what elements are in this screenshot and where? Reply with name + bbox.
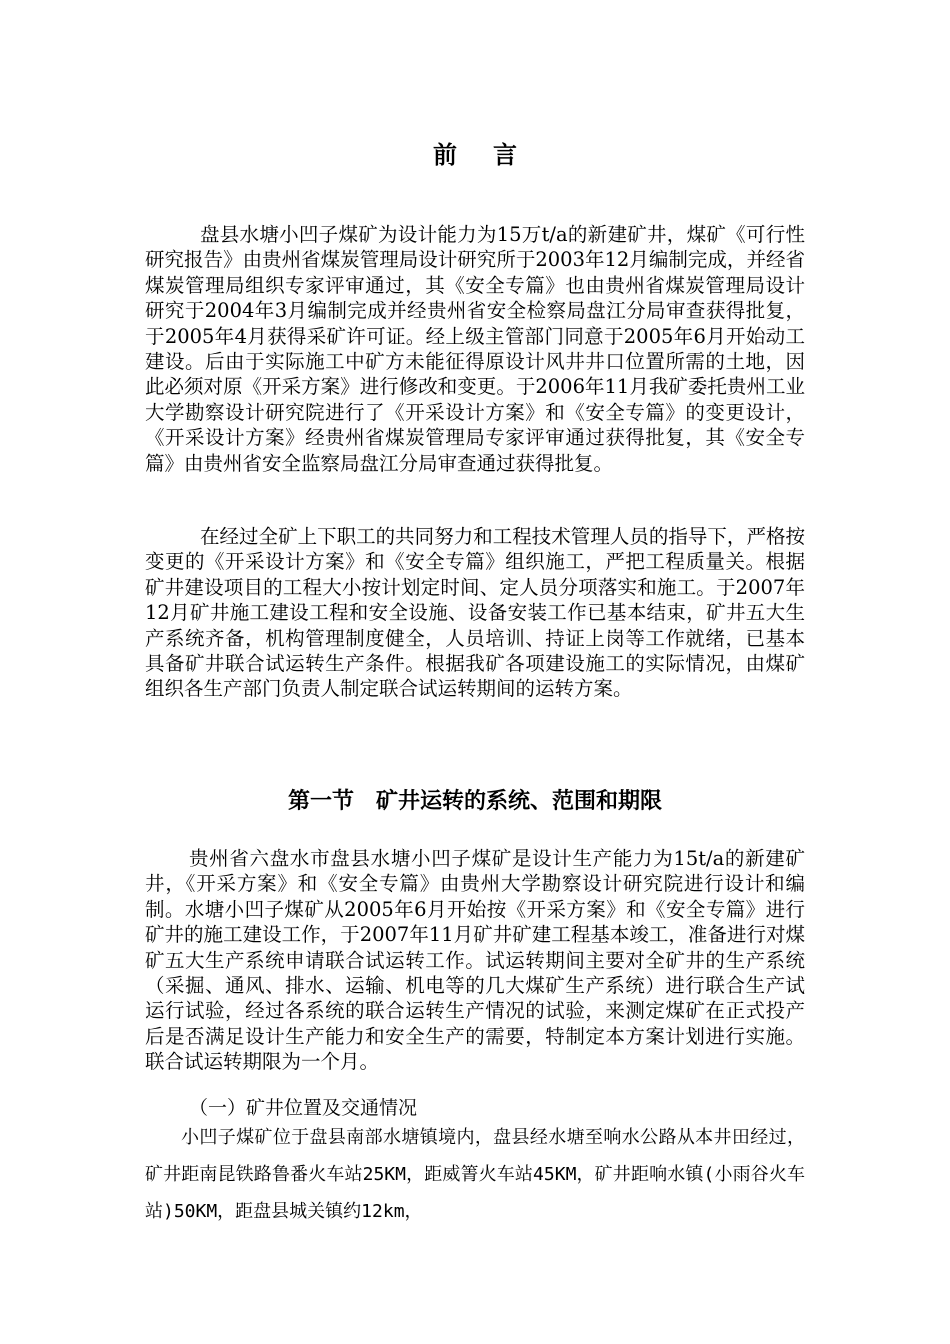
preface-paragraph-1: 盘县水塘小凹子煤矿为设计能力为15万t/a的新建矿井，煤矿《可行性研究报告》由贵州省煤炭管理局设计研究所于2003年12月编制完成，并经省煤炭管理局组织专家评审通过，其《安全专篇》也由贵州省煤炭管理局设计研究于2004年3月编制完成并经贵州省安全检察局盘江分局审查获得批复，于2005年4月获得采矿许可证。经上级主管部门同意于2005年6月开始动工建设。后由于实际施工中矿方未能征得原设计风井井口位置所需的土地，因此必须对原《开采方案》进行修改和变更。于2006年11月我矿委托贵州工业大学勘察设计研究院进行了《开采设计方案》和《安全专篇》的变更设计，《开采设计方案》经贵州省煤炭管理局专家评审通过获得批复，其《安全专篇》由贵州省安全监察局盘江分局审查通过获得批复。 <box>145 223 805 475</box>
subsection-heading: （一）矿井位置及交通情况 <box>189 1097 418 1119</box>
preface-paragraph-2: 在经过全矿上下职工的共同努力和工程技术管理人员的指导下，严格按变更的《开采设计方案》和《安全专篇》组织施工，严把工程质量关。根据矿井建设项目的工程大小按计划定时间、定人员分项落实和施工。于2007年12月矿井施工建设工程和安全设施、设备安装工作已基本结束，矿井五大生产系统齐备，机构管理制度健全，人员培训、持证上岗等工作就绪，已基本具备矿井联合试运转生产条件。根据我矿各项建设施工的实际情况，由煤矿组织各生产部门负责人制定联合试运转期间的运转方案。 <box>145 525 805 701</box>
section-title: 第一节 矿井运转的系统、范围和期限 <box>287 788 662 814</box>
section-paragraph: 贵州省六盘水市盘县水塘小凹子煤矿是设计生产能力为15t/a的新建矿井，《开采方案》和《安全专篇》由贵州大学勘察设计研究院进行设计和编制。水塘小凹子煤矿从2005年6月开始按《开采方案》和《安全专篇》进行矿井的施工建设工作，于2007年11月矿井矿建工程基本竣工，准备进行对煤矿五大生产系统申请联合试运转工作。试运转期间主要对全矿井的生产系统（采掘、通风、排水、运输、机电等的几大煤矿生产系统）进行联合生产试运行试验，经过各系统的联合运转生产情况的试验，来测定煤矿在正式投产后是否满足设计生产能力和安全生产的需要，特制定本方案计划进行实施。联合试运转期限为一个月。 <box>145 847 805 1074</box>
preface-title: 前言 <box>433 140 553 169</box>
location-paragraph: 小凹子煤矿位于盘县南部水塘镇境内，盘县经水塘至响水公路从本井田经过，矿井距南昆铁路鲁番火车站25KM，距威箐火车站45KM，矿井距响水镇(小雨谷火车站)50KM，距盘县城关镇约12km， <box>145 1127 805 1222</box>
